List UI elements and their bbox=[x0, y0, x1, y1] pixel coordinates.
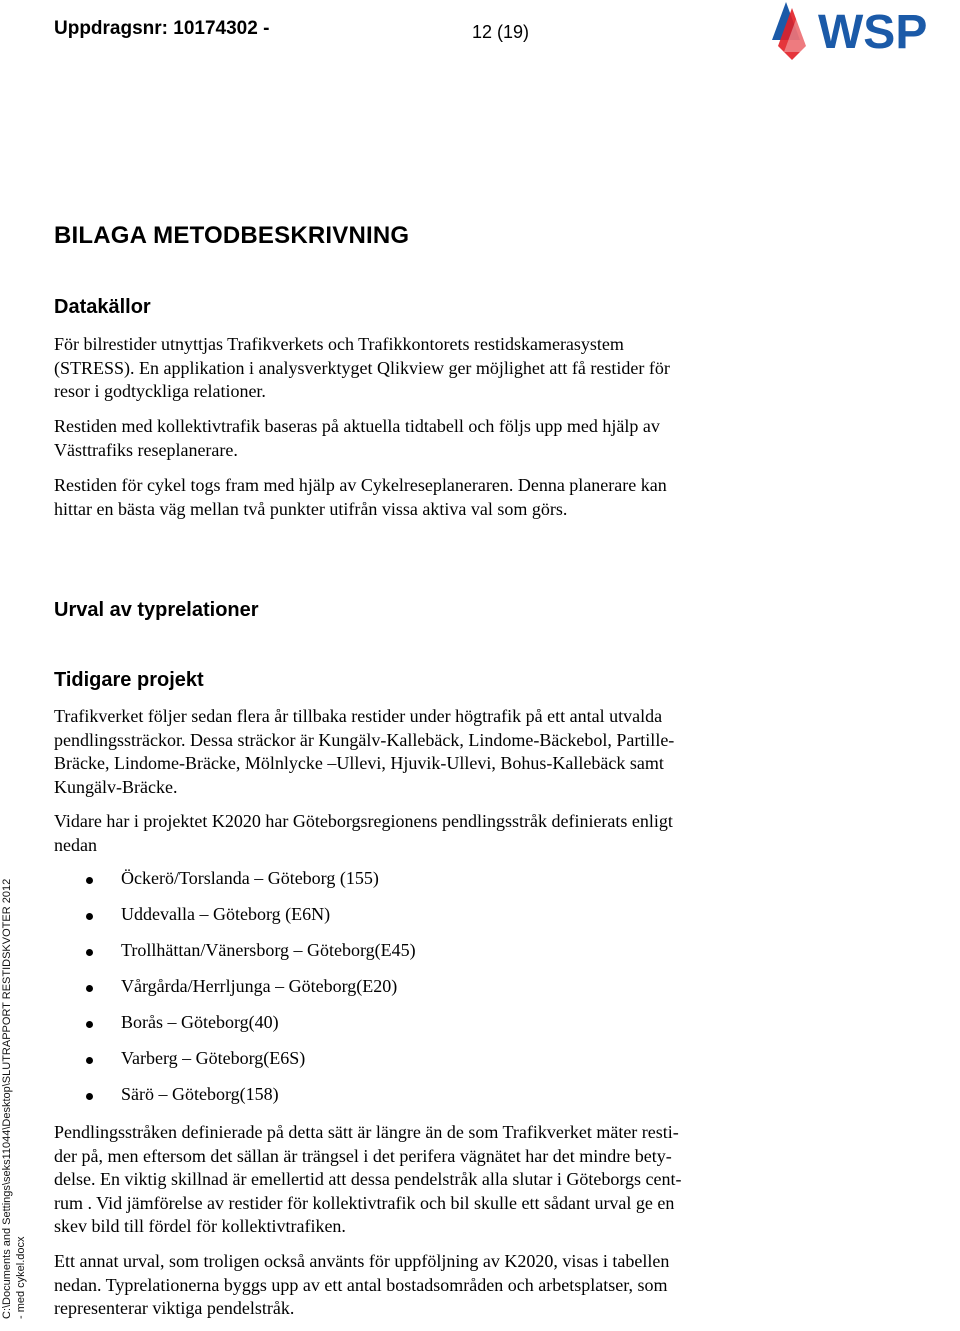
text-line: nedan bbox=[54, 834, 97, 855]
text-line: Kungälv-Bräcke. bbox=[54, 776, 178, 797]
text-line: Trafikverket följer sedan flera år tillbaka restider under högtrafik på ett antal utvalda bbox=[54, 706, 663, 726]
logo-text: WSP bbox=[818, 6, 928, 59]
text-line: Pendlingsstråken definierade på detta sätt är längre än de som Trafikverket mäter resti- bbox=[54, 1122, 679, 1142]
page-number: 12 (19) bbox=[472, 22, 530, 42]
text-line: representerar viktiga pendelstråk. bbox=[54, 1298, 295, 1318]
paragraph-datakallor-2 bbox=[54, 415, 774, 462]
text-line: nedan. Typrelationerna byggs upp av ett antal bostadsområden och arbetsplatser, som bbox=[54, 1274, 668, 1295]
text-line: der på, men eftersom det sällan är trängsel i det perifera vägnätet har det mindre bety- bbox=[54, 1145, 672, 1166]
paragraph-urval-2 bbox=[54, 810, 774, 857]
text-line: rum . Vid jämförelse av restider för kollektivtrafik och bil skulle ett sådant urval ge en bbox=[54, 1192, 675, 1213]
text-line: (STRESS). En applikation i analysverktyget Qlikview ger möjlighet att få restider för bbox=[54, 357, 670, 378]
bullet-icon bbox=[86, 913, 93, 920]
list-item-text: Särö – Göteborg(158) bbox=[121, 1084, 279, 1104]
paragraph-urval-3 bbox=[54, 1121, 794, 1239]
paragraph-urval-4 bbox=[54, 1250, 774, 1321]
bullet-icon bbox=[86, 1057, 93, 1064]
wsp-logo bbox=[770, 0, 960, 62]
text-line: Ett annat urval, som troligen också använts för uppföljning av K2020, visas i tabellen bbox=[54, 1251, 670, 1271]
list-item-text: Borås – Göteborg(40) bbox=[121, 1012, 279, 1032]
section-heading-urval: Urval av typrelationer bbox=[54, 599, 259, 621]
text-line: skev bild till fördel för kollektivtrafiken. bbox=[54, 1216, 346, 1236]
list-item-text: Uddevalla – Göteborg (E6N) bbox=[121, 904, 331, 924]
paragraph-datakallor-1 bbox=[54, 333, 774, 404]
file-path-line: - med cykel.docx bbox=[15, 1236, 27, 1319]
assignment-number: Uppdragsnr: 10174302 - bbox=[54, 18, 270, 39]
paragraph-datakallor-3 bbox=[54, 474, 774, 521]
logo-emblem-icon bbox=[772, 2, 812, 60]
text-line: delse. En viktig skillnad är emellertid att dessa pendelstråk alla slutar i Göteborgs cent- bbox=[54, 1169, 682, 1189]
list-item-text: Öckerö/Torslanda – Göteborg (155) bbox=[121, 868, 379, 888]
list-item-text: Vårgårda/Herrljunga – Göteborg(E20) bbox=[121, 976, 398, 996]
text-line: resor i godtyckliga relationer. bbox=[54, 381, 266, 401]
bullet-icon bbox=[86, 877, 93, 884]
text-line: För bilrestider utnyttjas Trafikverkets och Trafikkontorets restidskamerasystem bbox=[54, 334, 624, 354]
paragraph-urval-1 bbox=[54, 705, 774, 799]
bullet-icon bbox=[86, 985, 93, 992]
file-path-line: C:\Documents and Settings\seks11044\Desktop\SLUTRAPPORT RESTIDSKVOTER 2012 bbox=[1, 878, 13, 1319]
text-line: Restiden med kollektivtrafik baseras på aktuella tidtabell och följs upp med hjälp av bbox=[54, 416, 660, 436]
bullet-icon bbox=[86, 1093, 93, 1100]
text-line: Västtrafiks reseplanerare. bbox=[54, 439, 238, 460]
bullet-icon bbox=[86, 1021, 93, 1028]
text-line: hittar en bästa väg mellan två punkter utifrån vissa aktiva val som görs. bbox=[54, 498, 568, 519]
text-line: Restiden för cykel togs fram med hjälp av Cykelreseplaneraren. Denna planerare kan bbox=[54, 475, 667, 495]
text-line: pendlingssträckor. Dessa sträckor är Kungälv-Kallebäck, Lindome-Bäckebol, Partille- bbox=[54, 729, 675, 750]
page-title: BILAGA METODBESKRIVNING bbox=[54, 222, 410, 249]
text-line: Vidare har i projektet K2020 har Göteborgsregionens pendlingsstråk definierats enligt bbox=[54, 811, 673, 831]
bullet-icon bbox=[86, 949, 93, 956]
file-path-sidebar bbox=[0, 871, 40, 1331]
subheading-tidigare-projekt: Tidigare projekt bbox=[54, 669, 204, 691]
text-line: Bräcke, Lindome-Bräcke, Mölnlycke –Ullevi, Hjuvik-Ullevi, Bohus-Kallebäck samt bbox=[54, 753, 664, 773]
section-heading-datakallor: Datakällor bbox=[54, 296, 151, 318]
list-item-text: Varberg – Göteborg(E6S) bbox=[121, 1048, 306, 1068]
list-item-text: Trollhättan/Vänersborg – Göteborg(E45) bbox=[121, 940, 416, 960]
